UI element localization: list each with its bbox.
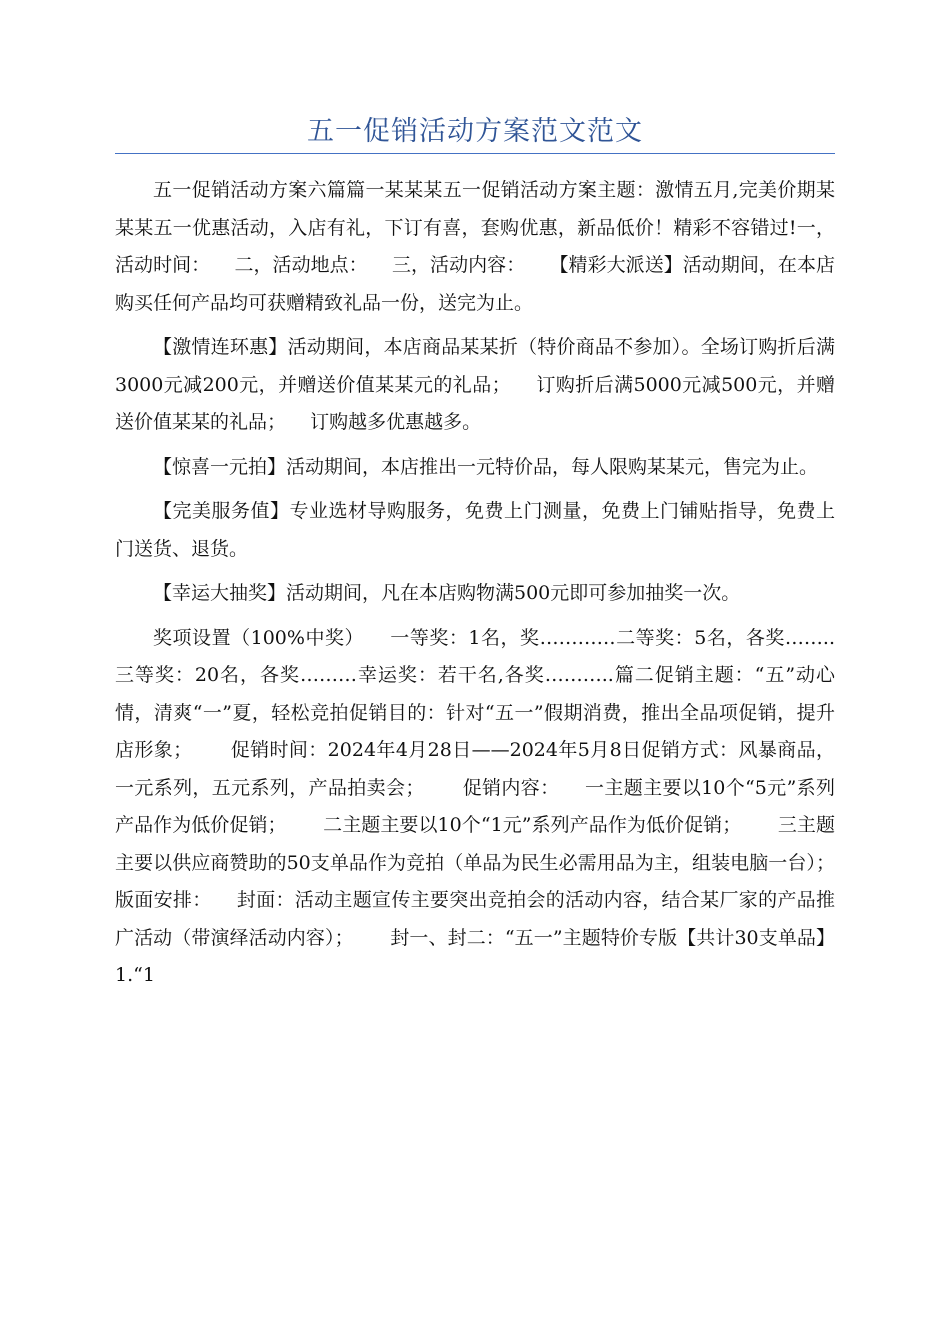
document-body — [115, 172, 872, 1002]
paragraph: 奖项设置（100%中奖） 一等奖：1名，奖…………二等奖：5名，各奖……..三等奖：20名，各奖………幸运奖：若干名,各奖………..篇二促销主题：“五”动心情，清爽“一”夏，轻松竞拍促销目的：针对“五一”假期消费，推出全品项促销，提升店形象； 促销时间：2024年4月28日——2024年5月8日促销方式：风暴商品，一元系列，五元系列，产品拍卖会； 促销内容： 一主题主要以10个“5元”系列产品作为低价促销； 二主题主要以10个“1元”系列产品作为低价促销； 三主题主要以供应商赞助的50支单品作为竞拍（单品为民生必需用品为主，组装电脑一台）； 版面安排： 封面：活动主题宣传主要突出竞拍会的活动内容，结合某厂家的产品推广活动（带演绎活动内容）； 封一、封二：“五一”主题特价专版【共计30支单品】1.“1 — [115, 626, 872, 986]
paragraph: 【惊喜一元拍】活动期间，本店推出一元特价品，每人限购某某元，售完为止。 — [153, 455, 819, 478]
paragraph: 【激情连环惠】活动期间，本店商品某某折（特价商品不参加）。全场订购折后满3000元减200元，并赠送价值某某元的礼品； 订购折后满5000元减500元，并赠送价值某某的礼品； 订购越多优惠越多。 — [115, 336, 835, 433]
paragraph: 【幸运大抽奖】活动期间，凡在本店购物满500元即可参加抽奖一次。 — [153, 582, 741, 604]
paragraph: 【完美服务值】专业选材导购服务，免费上门测量，免费上门铺贴指导，免费上门送货、退货。 — [115, 500, 835, 560]
paragraph: 五一促销活动方案六篇篇一某某某五一促销活动方案主题：激情五月,完美价期某某某五一优惠活动，入店有礼，下订有喜，套购优惠，新品低价！精彩不容错过!一，活动时间： 二，活动地点： 三，活动内容： 【精彩大派送】活动期间，在本店购买任何产品均可获赠精致礼品一份，送完为止。 — [115, 179, 835, 314]
document-title: 五一促销活动方案范文范文 — [307, 116, 643, 147]
title-underline — [115, 153, 835, 154]
